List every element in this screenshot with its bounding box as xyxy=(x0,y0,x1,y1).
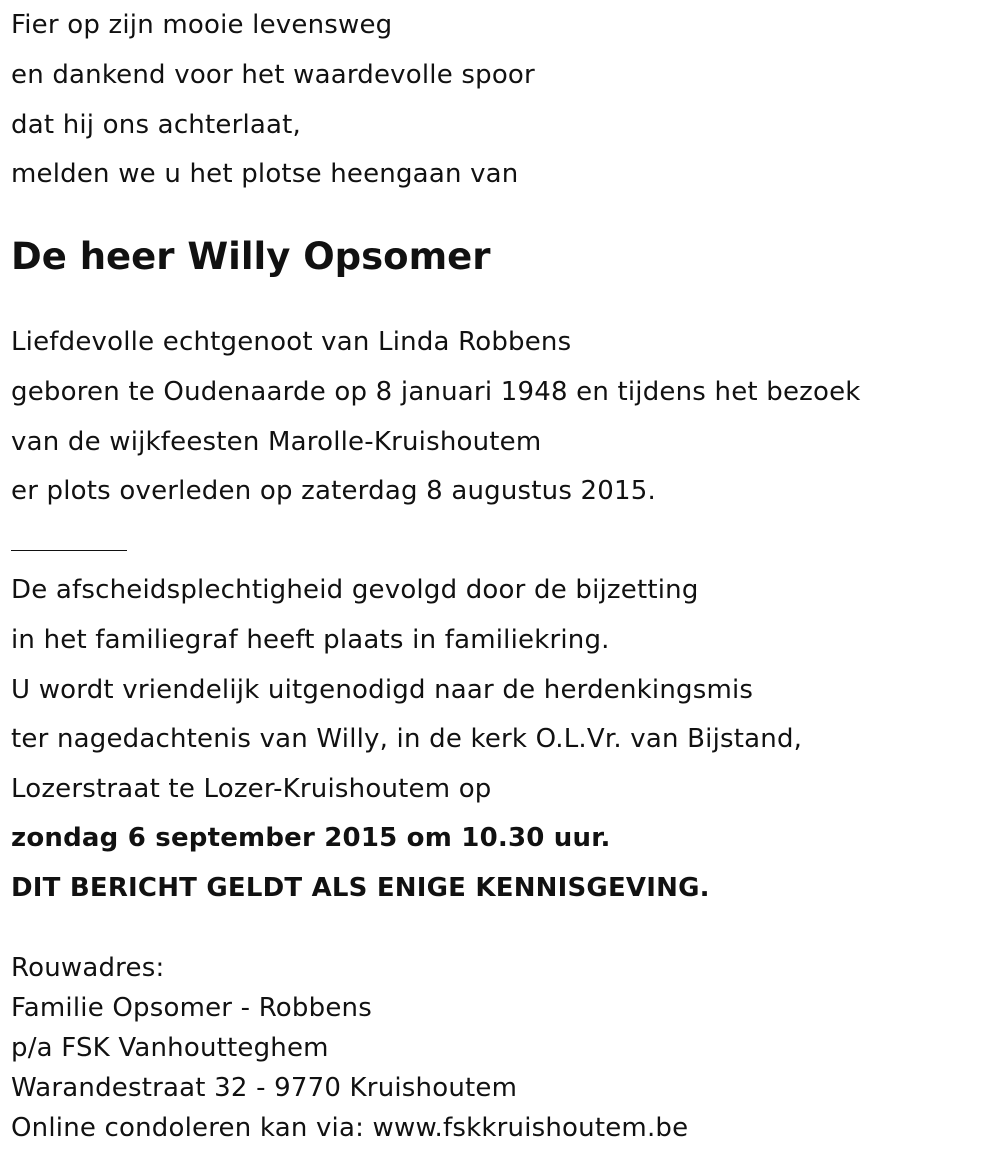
bio-line-3: van de wijkfeesten Marolle-Kruishoutem xyxy=(11,427,542,457)
mass-datetime: zondag 6 september 2015 om 10.30 uur. xyxy=(11,823,611,853)
bio-line-1: Liefdevolle echtgenoot van Linda Robbens xyxy=(11,327,572,357)
deceased-name-heading: De heer Willy Opsomer xyxy=(11,235,491,278)
address-online-condolence: Online condoleren kan via: www.fskkruishoutem.be xyxy=(11,1113,689,1143)
intro-line-4: melden we u het plotse heengaan van xyxy=(11,159,519,189)
ceremony-line-5: Lozerstraat te Lozer-Kruishoutem op xyxy=(11,774,492,804)
ceremony-line-4: ter nagedachtenis van Willy, in de kerk O.L.Vr. van Bijstand, xyxy=(11,724,803,754)
address-street: Warandestraat 32 - 9770 Kruishoutem xyxy=(11,1073,518,1103)
notice-statement: DIT BERICHT GELDT ALS ENIGE KENNISGEVING. xyxy=(11,873,710,903)
intro-line-1: Fier op zijn mooie levensweg xyxy=(11,10,393,40)
bio-line-4: er plots overleden op zaterdag 8 augustus 2015. xyxy=(11,476,656,506)
bio-line-2: geboren te Oudenaarde op 8 januari 1948 en tijdens het bezoek xyxy=(11,377,861,407)
ceremony-line-3: U wordt vriendelijk uitgenodigd naar de herdenkingsmis xyxy=(11,675,754,705)
address-care-of: p/a FSK Vanhoutteghem xyxy=(11,1033,329,1063)
intro-line-2: en dankend voor het waardevolle spoor xyxy=(11,60,535,90)
intro-line-3: dat hij ons achterlaat, xyxy=(11,110,302,140)
ceremony-line-2: in het familiegraf heeft plaats in familiekring. xyxy=(11,625,610,655)
address-label: Rouwadres: xyxy=(11,953,165,983)
ceremony-line-1: De afscheidsplechtigheid gevolgd door de bijzetting xyxy=(11,575,699,605)
address-family: Familie Opsomer - Robbens xyxy=(11,993,372,1023)
section-divider xyxy=(11,550,127,551)
